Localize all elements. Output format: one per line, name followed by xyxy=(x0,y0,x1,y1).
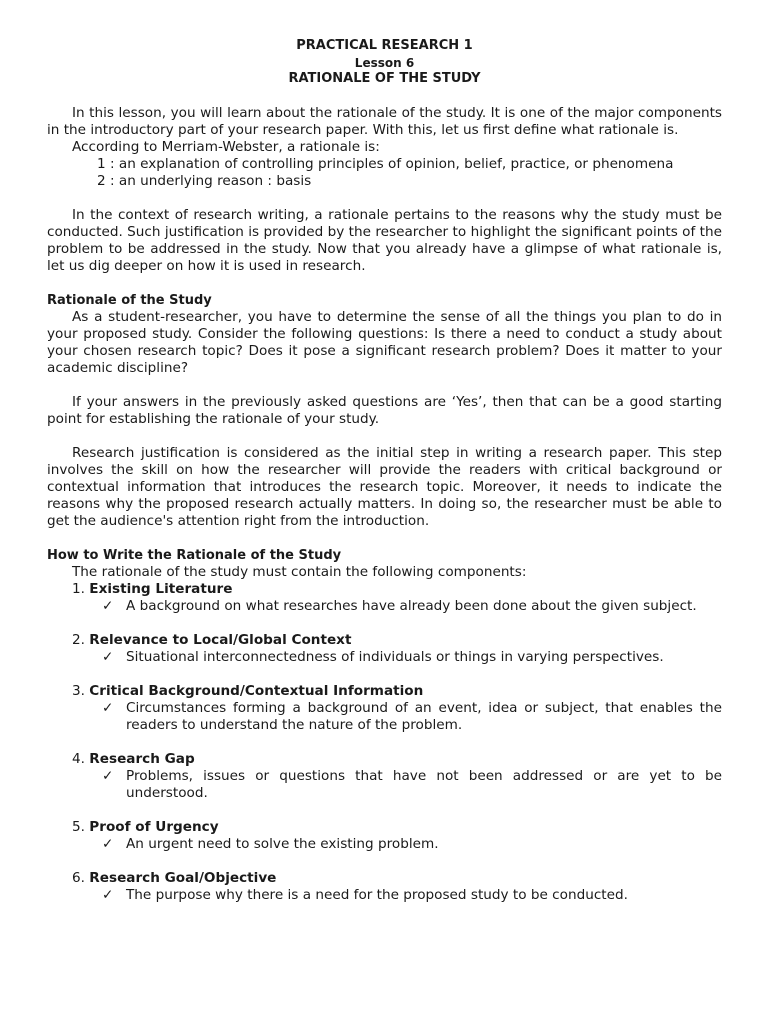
check-icon: ✓ xyxy=(102,597,114,614)
component-title: 2. Relevance to Local/Global Context xyxy=(72,631,352,648)
lesson-title: RATIONALE OF THE STUDY xyxy=(288,71,481,86)
lesson-number: Lesson 6 xyxy=(354,55,415,70)
component-title: 4. Research Gap xyxy=(72,750,195,767)
definition-item: 1 : an explanation of controlling principles of opinion, belief, practice, or phenomena xyxy=(97,155,674,172)
definition-intro: According to Merriam-Webster, a rationale is: xyxy=(72,138,380,155)
component-title: 3. Critical Background/Contextual Information xyxy=(72,682,424,699)
component-detail: ✓ Circumstances forming a background of an event, idea or subject, that enables the readers to understand the nature of the problem. xyxy=(102,699,722,733)
component-title: 6. Research Goal/Objective xyxy=(72,869,277,886)
check-icon: ✓ xyxy=(102,886,114,903)
body-paragraph: Research justification is considered as the initial step in writing a research paper. This step involves the skill on how the researcher will provide the readers with critical background or contextual information that introduces the research topic. Moreover, it needs to indicate the reasons why the proposed research actually matters. In doing so, the researcher must be able to get the audience's attention right from the introduction. xyxy=(47,444,722,529)
check-icon: ✓ xyxy=(102,699,114,716)
component-detail: ✓ A background on what researches have already been done about the given subject. xyxy=(102,597,697,614)
component-title: 5. Proof of Urgency xyxy=(72,818,219,835)
component-detail: ✓ Situational interconnectedness of individuals or things in varying perspectives. xyxy=(102,648,664,665)
component-detail: ✓ An urgent need to solve the existing problem. xyxy=(102,835,439,852)
body-paragraph: As a student-researcher, you have to determine the sense of all the things you plan to do in your proposed study. Consider the following questions: Is there a need to conduct a study about your chosen research topic? Does it pose a significant research problem? Does it matter to your academic discipline? xyxy=(47,308,722,376)
component-detail: ✓ The purpose why there is a need for the proposed study to be conducted. xyxy=(102,886,628,903)
section-heading-how-to-write: How to Write the Rationale of the Study xyxy=(47,547,342,563)
components-intro: The rationale of the study must contain the following components: xyxy=(72,563,527,580)
check-icon: ✓ xyxy=(102,648,114,665)
course-title: PRACTICAL RESEARCH 1 xyxy=(296,38,473,53)
section-heading-rationale: Rationale of the Study xyxy=(47,292,212,308)
body-paragraph: If your answers in the previously asked questions are ‘Yes’, then that can be a good starting point for establishing the rationale of your study. xyxy=(47,393,722,427)
component-title: 1. Existing Literature xyxy=(72,580,233,597)
check-icon: ✓ xyxy=(102,835,114,852)
context-paragraph: In the context of research writing, a rationale pertains to the reasons why the study must be conducted. Such justification is provided by the researcher to highlight the significant points of the problem to be addressed in the study. Now that you already have a glimpse of what rationale is, let us dig deeper on how it is used in research. xyxy=(47,206,722,274)
intro-paragraph: In this lesson, you will learn about the rationale of the study. It is one of the major components in the introductory part of your research paper. With this, let us first define what rationale is. xyxy=(47,104,722,138)
check-icon: ✓ xyxy=(102,767,114,784)
definition-item: 2 : an underlying reason : basis xyxy=(97,172,312,189)
component-detail: ✓ Problems, issues or questions that have not been addressed or are yet to be understood. xyxy=(102,767,722,801)
